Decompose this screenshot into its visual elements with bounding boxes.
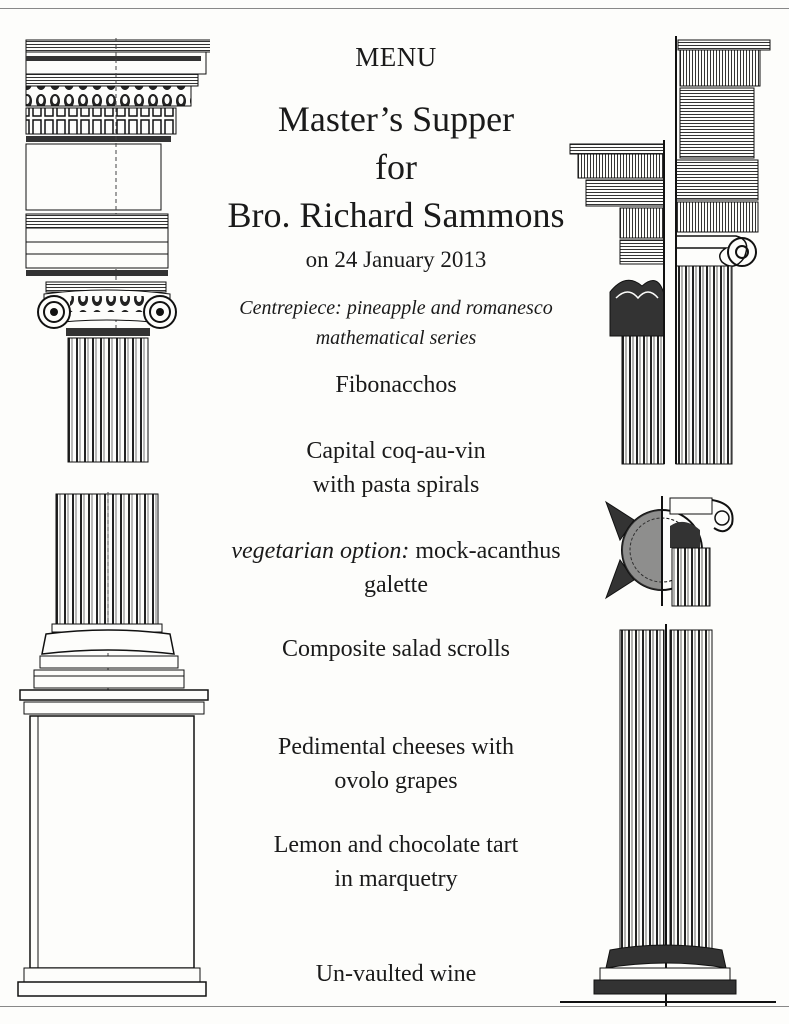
menu-item-continued: ovolo grapes: [334, 768, 458, 794]
menu-item-continued: in marquetry: [334, 866, 458, 892]
title-line-1: Master’s Supper: [277, 99, 515, 139]
menu-item: Fibonacchos: [335, 372, 457, 398]
event-date: on 24 January 2013: [305, 247, 487, 272]
menu-item-vegetarian: [190, 535, 602, 567]
menu-item: Pedimental cheeses with: [278, 734, 514, 760]
vegetarian-dish: mock-acanthus: [409, 538, 561, 564]
centrepiece-line-2: mathematical series: [315, 327, 477, 349]
menu-item-continued: galette: [364, 572, 428, 598]
menu-item: Capital coq-au-vin: [306, 438, 486, 464]
vegetarian-option-label: vegetarian option:: [231, 538, 410, 564]
menu-item: Lemon and chocolate tart: [273, 832, 519, 858]
menu-item: Composite salad scrolls: [282, 636, 510, 662]
menu-item: Un-vaulted wine: [315, 961, 477, 987]
title-line-3: Bro. Richard Sammons: [227, 195, 565, 235]
menu-item-continued: with pasta spirals: [312, 472, 480, 498]
centrepiece-line-1: Centrepiece: pineapple and romanesco: [239, 297, 553, 319]
column-pedestal-base-engraving-icon: [16, 492, 212, 1004]
bottom-border: [0, 1006, 789, 1007]
column-shaft-base-engraving-icon: [558, 624, 778, 1006]
title-line-2: for: [375, 147, 417, 187]
top-border: [0, 8, 789, 9]
menu-heading: MENU: [355, 42, 437, 72]
ionic-entablature-column-engraving-icon: [20, 38, 210, 468]
capital-plan-section-engraving-icon: [600, 490, 740, 608]
